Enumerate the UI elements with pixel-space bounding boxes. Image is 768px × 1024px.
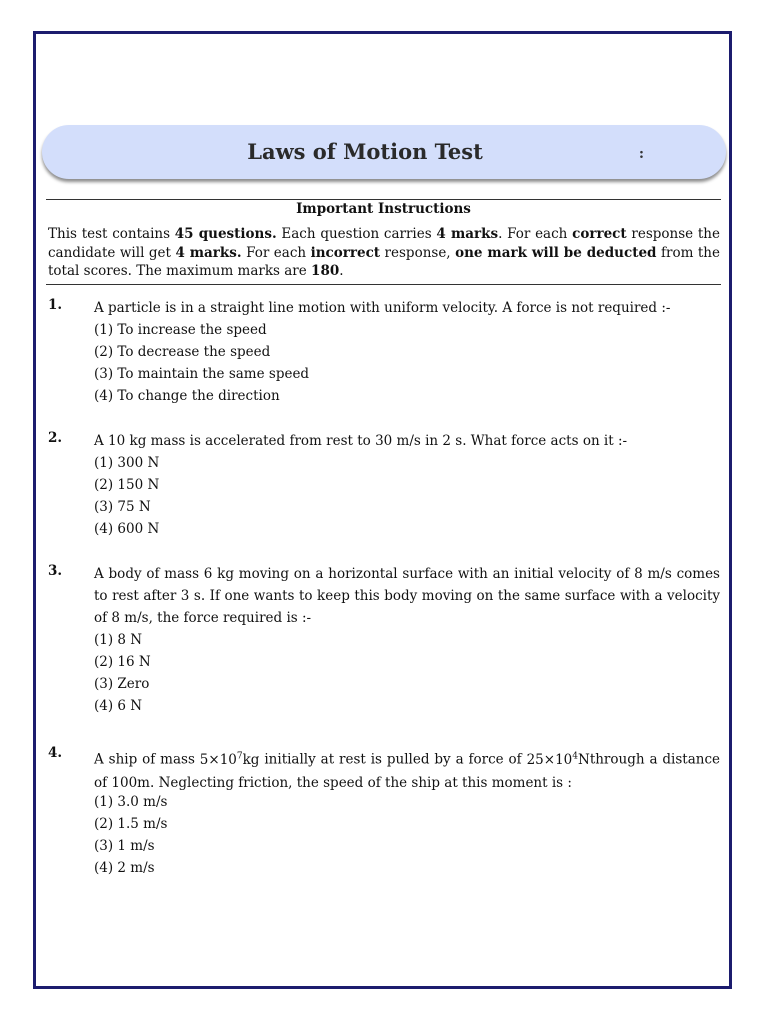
question-text: A particle is in a straight line motion with uniform velocity. A force is not required :-	[94, 300, 671, 316]
force-base: 25×10	[526, 751, 573, 768]
force-unit: N	[578, 751, 590, 768]
instr-text: response the candidate will get	[48, 226, 720, 261]
page-title: Laws of Motion Test	[247, 139, 483, 164]
question-text-part: initially at rest is pulled by a force of	[259, 751, 527, 768]
instr-bold: 4 marks	[436, 226, 499, 242]
option-list	[94, 452, 159, 540]
divider-top	[46, 199, 721, 200]
mass-expression	[200, 752, 260, 768]
instr-bold: 4 marks.	[175, 244, 242, 261]
mass-exponent: 7	[236, 751, 243, 761]
option-4: (4) 6 N	[94, 698, 143, 714]
title-banner	[42, 125, 726, 179]
instr-bold: incorrect	[310, 244, 381, 261]
option-1: (1) To increase the speed	[94, 322, 267, 338]
instr-text: Each question carries	[276, 226, 437, 242]
instructions-text	[48, 225, 720, 281]
option-list	[94, 629, 151, 717]
option-2: (2) To decrease the speed	[94, 344, 271, 360]
force-expression	[527, 752, 590, 768]
option-4: (4) 600 N	[94, 521, 160, 537]
option-4: (4) To change the direction	[94, 388, 280, 404]
instr-text: . For each	[498, 226, 573, 242]
instr-bold: 45 questions.	[174, 226, 277, 242]
option-2: (2) 150 N	[94, 477, 160, 493]
instr-bold: one mark will be deducted	[455, 244, 657, 261]
title-colon: :	[638, 146, 644, 162]
instr-bold: correct	[572, 226, 627, 242]
option-3: (3) To maintain the same speed	[94, 366, 310, 382]
instr-bold: 180	[311, 263, 340, 279]
option-3: (3) Zero	[94, 676, 150, 692]
instr-text: from the total scores. The maximum marks are	[48, 244, 720, 279]
option-2: (2) 1.5 m/s	[94, 816, 168, 832]
divider-bottom	[46, 284, 721, 285]
option-3: (3) 1 m/s	[94, 838, 155, 854]
question-text: A body of mass 6 kg moving on a horizontal surface with an initial velocity of 8 m/s comes to rest after 3 s. If one wants to keep this body moving on the same surface with a velocity of 8 m/s, the force required is :-	[94, 566, 720, 626]
option-2: (2) 16 N	[94, 654, 151, 670]
option-1: (1) 8 N	[94, 632, 143, 648]
mass-base: 5×10	[199, 751, 237, 768]
option-list	[94, 791, 167, 879]
option-4: (4) 2 m/s	[94, 860, 155, 876]
force-exponent: 4	[572, 751, 578, 761]
instr-text: .	[339, 263, 344, 279]
question-text	[94, 745, 720, 795]
instructions-heading: Important Instructions	[296, 201, 471, 217]
instr-text: For each	[241, 244, 311, 261]
question-text: A 10 kg mass is accelerated from rest to 30 m/s in 2 s. What force acts on it :-	[94, 433, 628, 449]
question-number: 1.	[48, 297, 63, 313]
question-number: 4.	[48, 745, 63, 761]
question-number: 3.	[48, 563, 63, 579]
mass-unit: kg	[242, 751, 260, 768]
option-1: (1) 3.0 m/s	[94, 794, 168, 810]
option-list	[94, 319, 309, 407]
question-number: 2.	[48, 430, 63, 446]
instr-text: response,	[380, 244, 456, 261]
option-3: (3) 75 N	[94, 499, 151, 515]
question-text-part: through a distance of 100m. Neglecting friction, the speed of the ship at this moment is :	[94, 751, 721, 791]
question-text-part: A ship of mass	[94, 751, 200, 768]
instr-text: This test contains	[48, 226, 175, 242]
option-1: (1) 300 N	[94, 455, 160, 471]
